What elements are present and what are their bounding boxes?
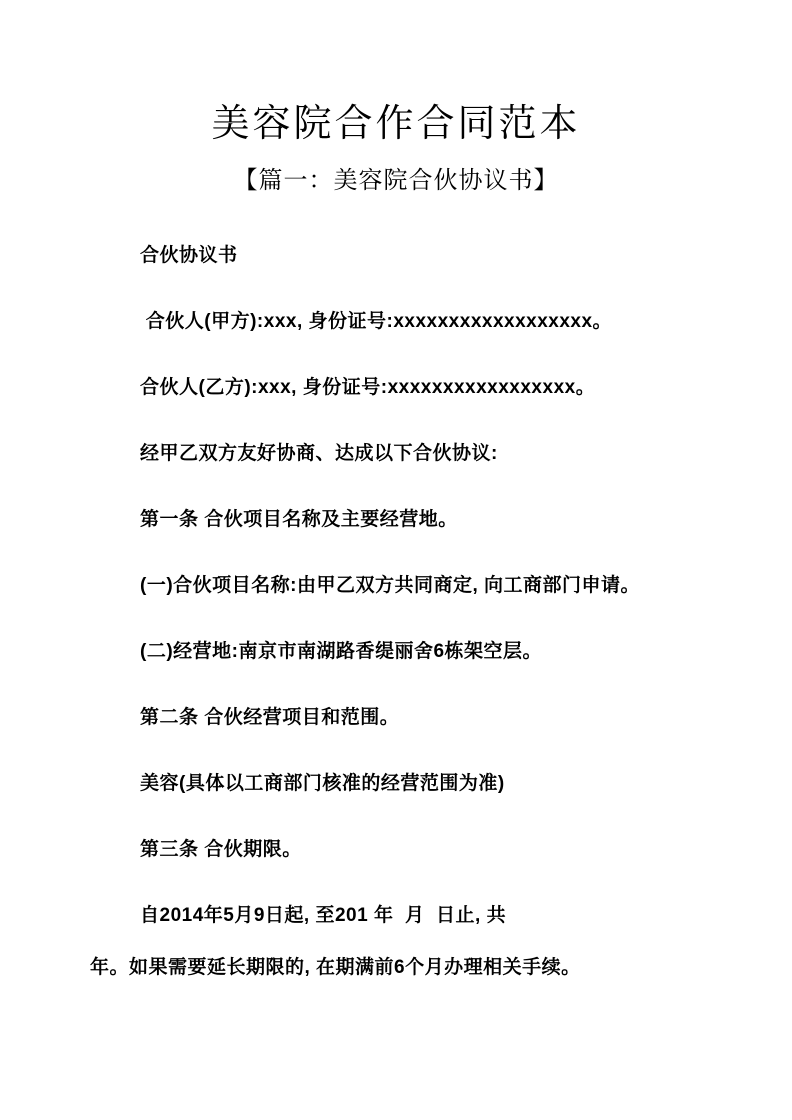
paragraph-article-1-item-2: (二)经营地:南京市南湖路香缇丽舍6栋架空层。 [140,641,543,662]
document-subtitle: 【篇一：美容院合伙协议书】 [233,168,559,194]
paragraph-article-1-item-1: (一)合伙项目名称:由甲乙双方共同商定, 向工商部门申请。 [140,575,641,596]
paragraph-term-line-1: 自2014年5月9日起, 至201 年 月 日止, 共 [140,905,507,926]
paragraph-article-3: 第三条 合伙期限。 [140,839,302,860]
paragraph-article-2-scope: 美容(具体以工商部门核准的经营范围为准) [140,773,505,794]
paragraph-heading: 合伙协议书 [140,245,238,266]
paragraph-party-b: 合伙人(乙方):xxx, 身份证号:xxxxxxxxxxxxxxxxx。 [140,377,596,398]
paragraph-preamble: 经甲乙双方友好协商、达成以下合伙协议: [140,443,498,464]
document-title: 美容院合作合同范本 [211,103,581,145]
paragraph-article-1: 第一条 合伙项目名称及主要经营地。 [140,509,458,530]
paragraph-party-a: 合伙人(甲方):xxx, 身份证号:xxxxxxxxxxxxxxxxxx。 [140,311,613,332]
paragraph-term-line-2: 年。如果需要延长期限的, 在期满前6个月办理相关手续。 [90,957,581,978]
document-body [90,244,712,980]
paragraph-article-2: 第二条 合伙经营项目和范围。 [140,707,400,728]
